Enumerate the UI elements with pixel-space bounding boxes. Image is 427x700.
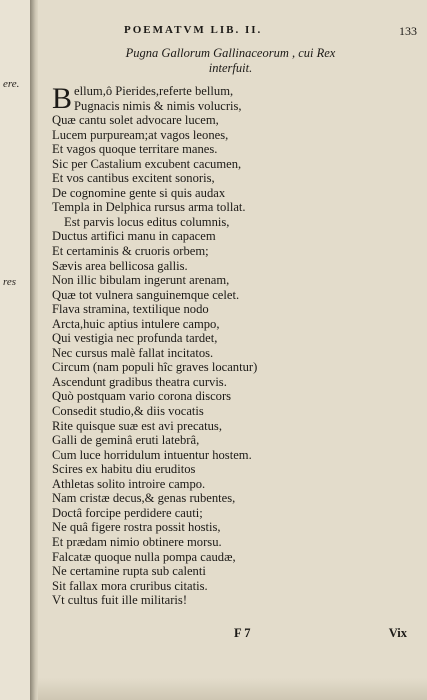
poem-title (52, 46, 409, 76)
poem-line: Pugnacis nimis & nimis volucris, (74, 98, 242, 113)
poem-title-line: Pugna Gallorum Gallinaceorum , cui Rex (125, 46, 336, 60)
poem-line: Arcta,huic aptius intulere campo, (52, 316, 220, 331)
poem-line: Circum (nam populi hîc graves locantur) (52, 360, 258, 375)
poem-line: Et vagos quoque territare manes. (52, 142, 218, 157)
poem-text (52, 84, 392, 608)
poem-line: Flava stramina, textilique nodo (52, 302, 209, 317)
poem-line: Est parvis locus editus columnis, (64, 214, 230, 229)
running-head: POEMATVM LIB. II. (124, 24, 263, 36)
page-footer (38, 626, 427, 642)
poem-line: Sit fallax mora cruribus citatis. (52, 578, 208, 593)
book-page (38, 0, 427, 700)
facing-page-edge (0, 0, 31, 700)
poem-line: Galli de geminâ eruti latebrâ, (52, 433, 200, 448)
poem-line: Qui vestigia nec profunda tardet, (52, 331, 218, 346)
page-header (38, 24, 427, 40)
page-bottom-edge (38, 678, 427, 700)
drop-cap: B (52, 82, 73, 115)
poem-line: Quò postquam vario corona discors (52, 389, 232, 404)
poem-line: Et vos cantibus excitent sonoris, (52, 171, 215, 186)
poem-line: De cognomine gente si quis audax (52, 185, 226, 200)
poem-line: Ne certamine rupta sub calenti (52, 564, 206, 579)
page-number: 133 (399, 24, 417, 38)
poem-line: Ascendunt gradibus theatra curvis. (52, 374, 227, 389)
facing-page-fragment: ere. (3, 78, 20, 90)
poem-line: Sævis area bellicosa gallis. (52, 258, 188, 273)
poem-line: Nam cristæ decus,& genas rubentes, (52, 491, 236, 506)
poem-line: Quæ cantu solet advocare lucem, (52, 113, 219, 128)
poem-line: Vt cultus fuit ille militaris! (52, 593, 188, 608)
poem-line: Consedit studio,& diis vocatis (52, 404, 204, 419)
poem-line: Ductus artifici manu in capacem (52, 229, 216, 244)
catchword: Vix (388, 626, 407, 640)
poem-line: Athletas solito introire campo. (52, 476, 206, 491)
poem-line: Bellum,ô Pierides,referte bellum, (52, 82, 234, 115)
poem-title-line: interfuit. (208, 61, 253, 75)
poem-line: Scires ex habitu diu eruditos (52, 462, 196, 477)
poem-line: Non illic bibulam ingerunt arenam, (52, 273, 230, 288)
poem-line: Cum luce horridulum intuentur hostem. (52, 447, 252, 462)
poem-line: Lucem purpuream;at vagos leones, (52, 127, 229, 142)
poem-line: Rite quisque suæ est avi precatus, (52, 418, 222, 433)
signature-mark: F 7 (234, 626, 251, 640)
poem-line: Falcatæ quoque nulla pompa caudæ, (52, 549, 236, 564)
poem-line: Et certaminis & cruoris orbem; (52, 244, 209, 259)
poem-line: Nec cursus malè fallat incitatos. (52, 345, 214, 360)
poem-line: Doctâ forcipe perdidere cauti; (52, 505, 203, 520)
poem-line: Quæ tot vulnera sanguinemque celet. (52, 287, 240, 302)
poem-line: Et prædam nimio obtinere morsu. (52, 534, 222, 549)
facing-page-fragment: res (3, 276, 17, 288)
book-gutter (30, 0, 38, 700)
poem-line: Ne quâ figere rostra possit hostis, (52, 520, 221, 535)
poem-line: Templa in Delphica rursus arma tollat. (52, 200, 246, 215)
poem-line: Sic per Castalium excubent cacumen, (52, 156, 242, 171)
